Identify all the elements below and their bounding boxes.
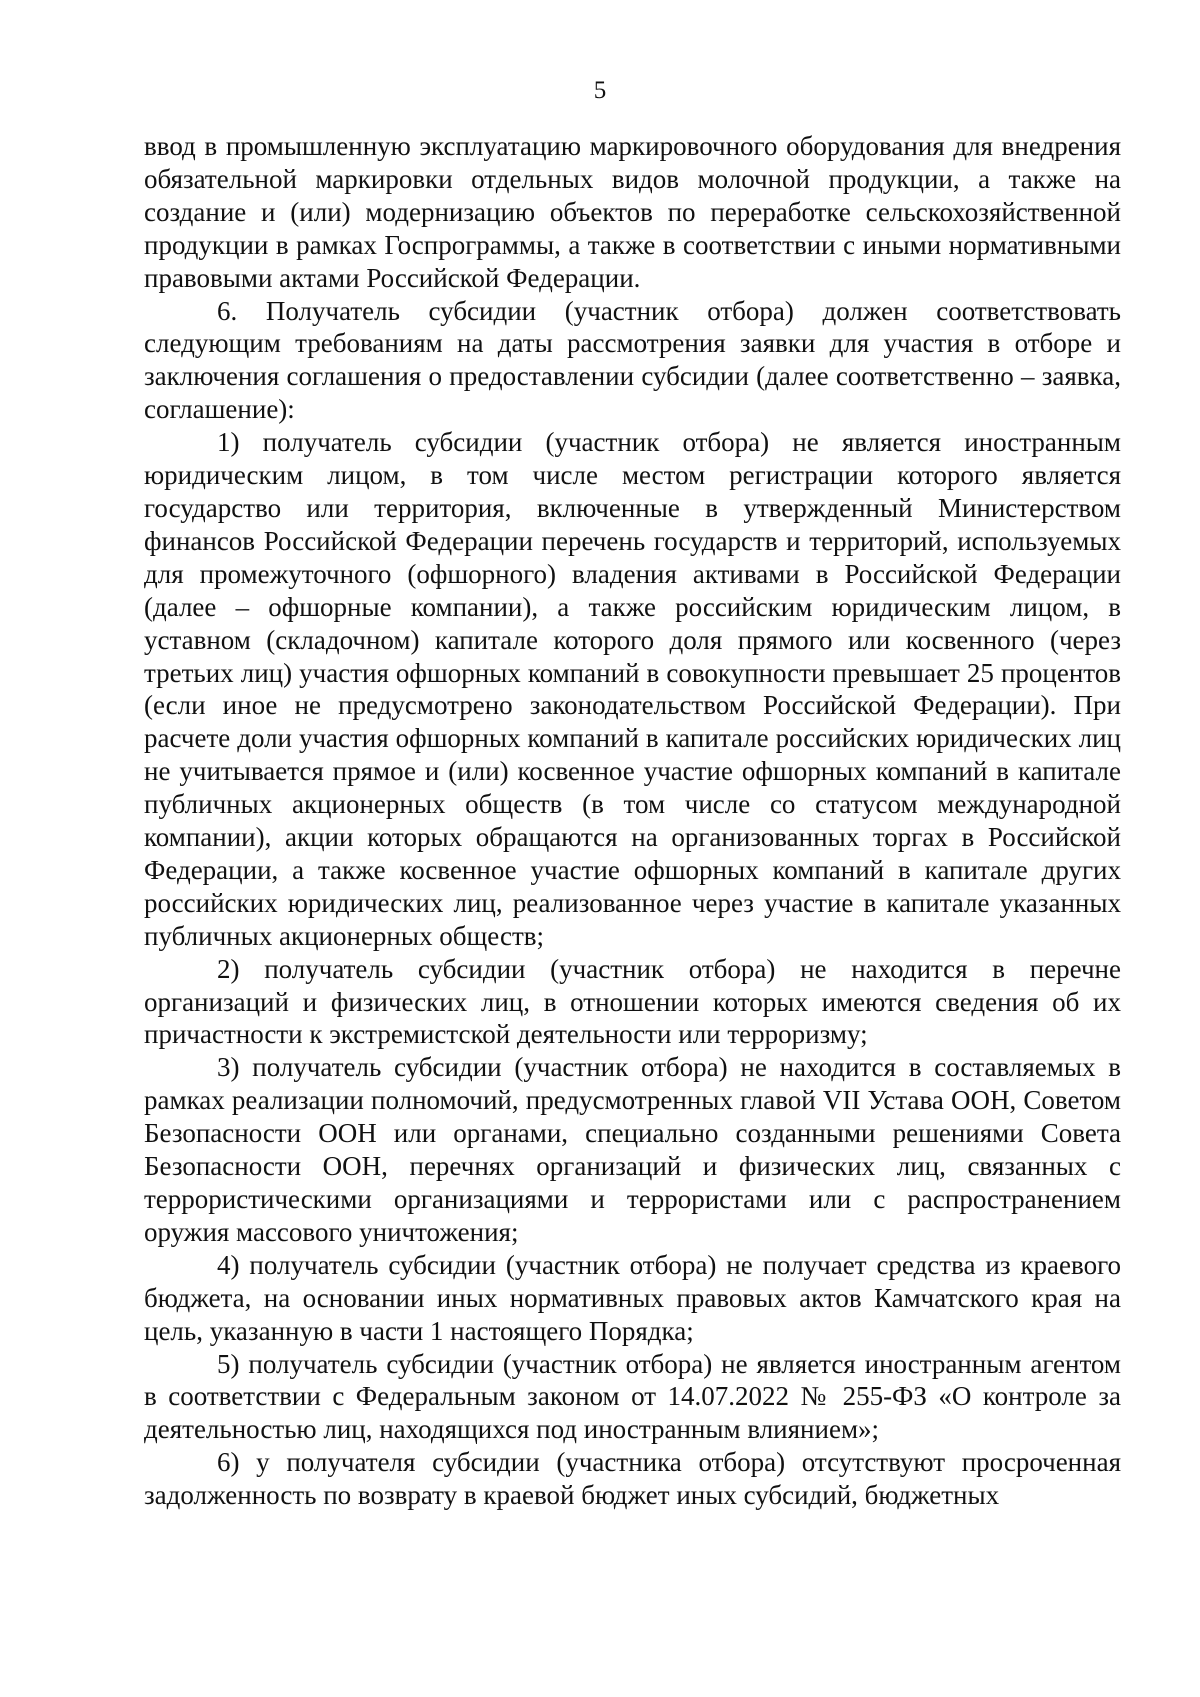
document-body	[144, 130, 1121, 1512]
paragraph-item-4: 4) получатель субсидии (участник отбора) не получает средства из краевого бюджета, на основании иных нормативных правовых актов Камчатского края на цель, указанную в части 1 настоящего Порядка;	[144, 1249, 1121, 1346]
paragraph-item-6: 6) у получателя субсидии (участника отбора) отсутствуют просроченная задолженность по возврату в краевой бюджет иных субсидий, бюджетных	[144, 1447, 1121, 1511]
paragraph-clause-6: 6. Получатель субсидии (участник отбора) должен соответствовать следующим требованиям на даты рассмотрения заявки для участия в отборе и заключения соглашения о предоставлении субсидии (далее соответственно – заявка, соглашение):	[144, 295, 1121, 425]
paragraph-item-3: 3) получатель субсидии (участник отбора) не находится в составляемых в рамках реализации полномочий, предусмотренных главой VII Устава ООН, Советом Безопасности ООН или органами, специально созданными решениями Совета Безопасности ООН, перечнях организаций и физических лиц, связанных с террористическими организациями и террористами или с распространением оружия массового уничтожения;	[144, 1052, 1121, 1247]
paragraph-item-1: 1) получатель субсидии (участник отбора) не является иностранным юридическим лицом, в том числе местом регистрации которого является государство или территория, включенные в утвержденный Министерством финансов Российской Федерации перечень государств и территорий, используемых для промежуточного (офшорного) владения активами в Российской Федерации (далее – офшорные компании), а также российским юридическим лицом, в уставном (складочном) капитале которого доля прямого или косвенного (через третьих лиц) участия офшорных компаний в совокупности превышает 25 процентов (если иное не предусмотрено законодательством Российской Федерации). При расчете доли участия офшорных компаний в капитале российских юридических лиц не учитывается прямое и (или) косвенное участие офшорных компаний в капитале публичных акционерных обществ (в том числе со статусом международной компании), акции которых обращаются на организованных торгах в Российской Федерации, а также косвенное участие офшорных компаний в капитале других российских юридических лиц, реализованное через участие в капитале указанных публичных акционерных обществ;	[144, 427, 1121, 951]
paragraph-item-5: 5) получатель субсидии (участник отбора) не является иностранным агентом в соответствии с Федеральным законом от 14.07.2022 № 255-ФЗ «О контроле за деятельностью лиц, находящихся под иностранным влиянием»;	[144, 1348, 1121, 1445]
page-number: 5	[593, 77, 607, 104]
paragraph-item-2: 2) получатель субсидии (участник отбора) не находится в перечне организаций и физических лиц, в отношении которых имеются сведения об их причастности к экстремистской деятельности или терроризму;	[144, 953, 1121, 1050]
paragraph-continuation: ввод в промышленную эксплуатацию маркировочного оборудования для внедрения обязательной маркировки отдельных видов молочной продукции, а также на создание и (или) модернизацию объектов по переработке сельскохозяйственной продукции в рамках Госпрограммы, а также в соответствии с иными нормативными правовыми актами Российской Федерации.	[144, 131, 1121, 293]
